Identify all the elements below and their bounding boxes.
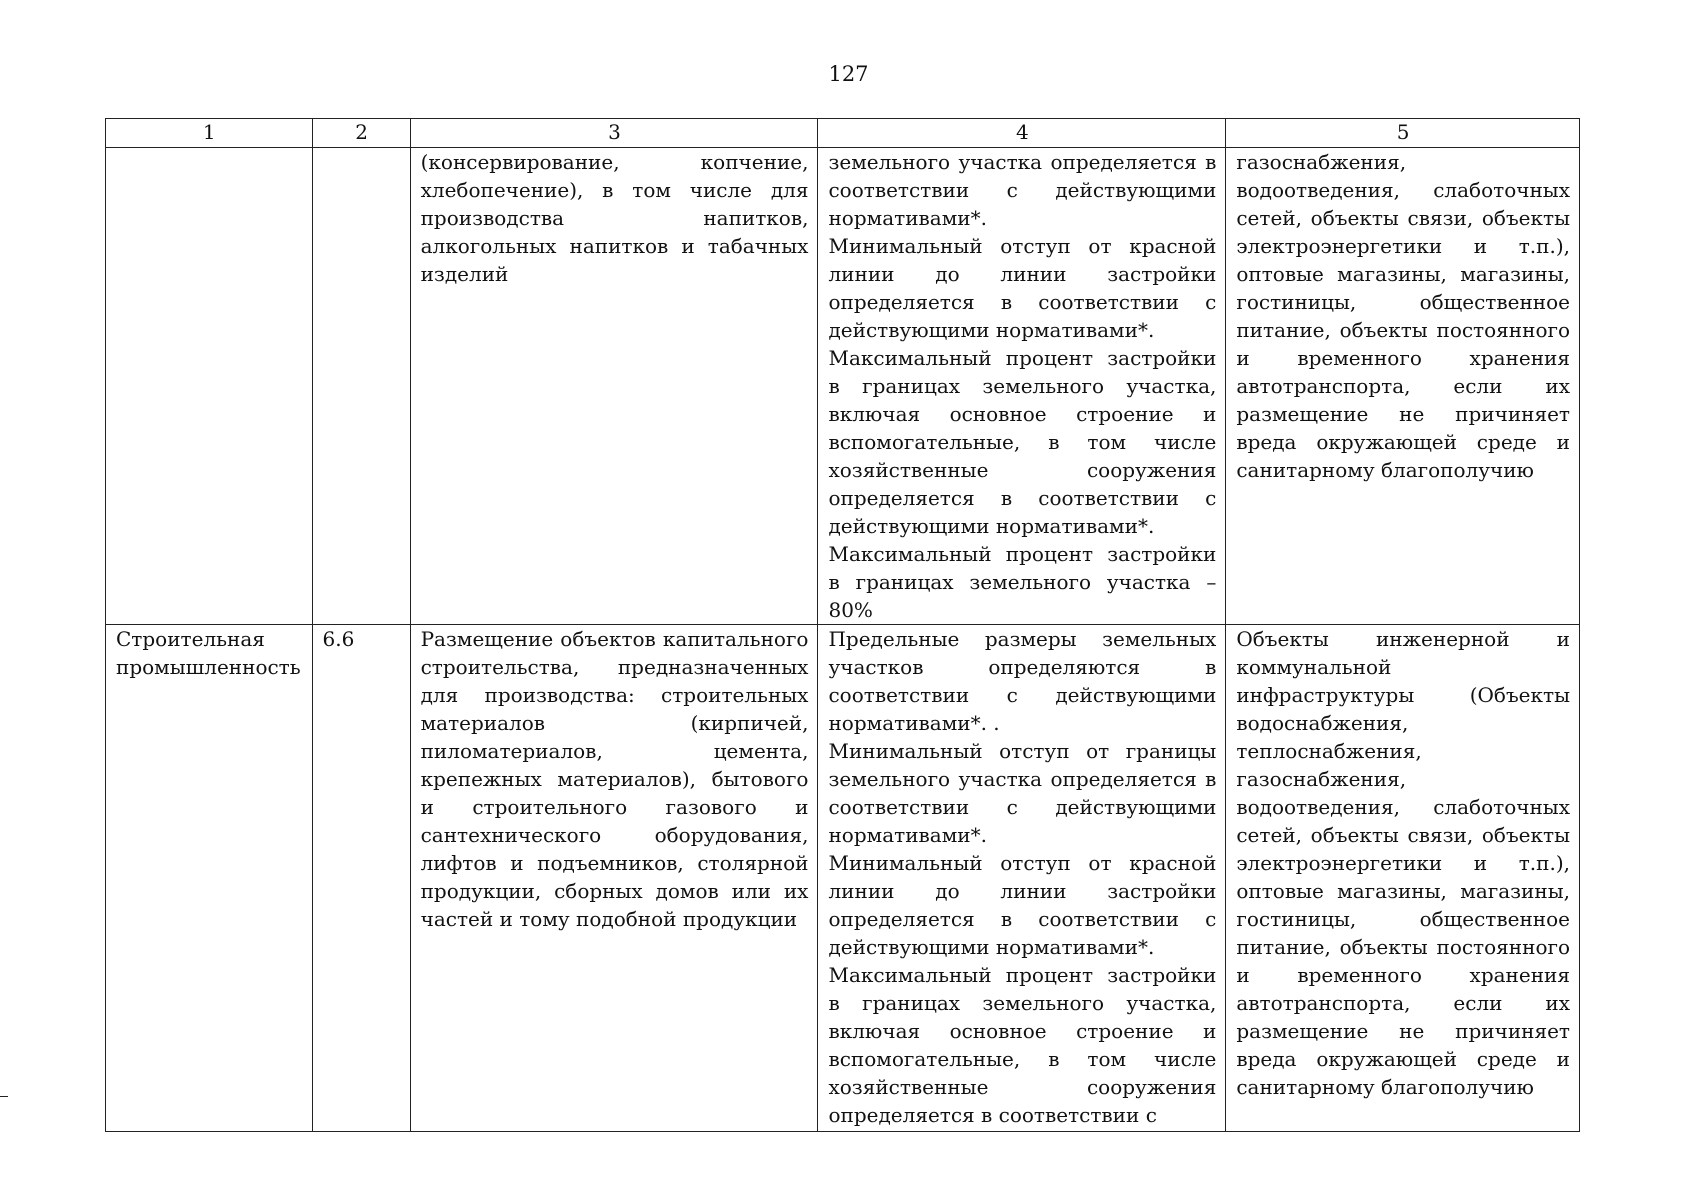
parameter-text: Минимальный отступ от красной линии до линии застройки определяется в соответствии с действующими нормативами*.	[828, 851, 1217, 959]
parameter-text: Предельные размеры земельных участков определяются в соответствии с действующими нормативами*. .	[828, 627, 1217, 735]
parameter-text: земельного участка определяется в соответствии с действующими нормативами*.	[828, 150, 1217, 230]
regulation-table	[105, 118, 1580, 1132]
parameter-text: Минимальный отступ от границы земельного участка определяется в соответствии с действующими нормативами*.	[828, 739, 1217, 847]
parameter-text: Минимальный отступ от красной линии до линии застройки определяется в соответствии с действующими нормативами*.	[828, 234, 1217, 342]
margin-tick	[0, 1096, 8, 1097]
code-cell	[312, 148, 410, 625]
header-col-5: 5	[1226, 119, 1580, 148]
code-cell: 6.6	[312, 625, 410, 1132]
description-cell: (консервирование, копчение, хлебопечение), в том числе для производства напитков, алкогольных напитков и табачных изделий	[410, 148, 818, 625]
table-row	[106, 148, 1580, 625]
parameters-cell	[818, 148, 1226, 625]
table-row	[106, 625, 1580, 1132]
use-type-cell: Строительная промышленность	[106, 625, 313, 1132]
parameter-text: Максимальный процент застройки в границах земельного участка, включая основное строение и вспомогательные, в том числе хозяйственные сооружения определяется в соответствии с действующими нормативами*.	[828, 346, 1217, 538]
header-col-2: 2	[312, 119, 410, 148]
header-row	[106, 119, 1580, 148]
description-cell: Размещение объектов капитального строительства, предназначенных для производства: строительных материалов (кирпичей, пиломатериалов, цемента, крепежных материалов), бытового и строительного газового и сантехнического оборудования, лифтов и подъемников, столярной продукции, сборных домов или их частей и тому подобной продукции	[410, 625, 818, 1132]
parameter-text: Максимальный процент застройки в границах земельного участка, включая основное строение и вспомогательные, в том числе хозяйственные сооружения определяется в соответствии с	[828, 963, 1217, 1127]
header-col-4: 4	[818, 119, 1226, 148]
use-type-cell	[106, 148, 313, 625]
page-number: 127	[828, 62, 869, 86]
parameters-cell	[818, 625, 1226, 1132]
auxiliary-uses-cell: газоснабжения, водоотведения, слаботочных сетей, объекты связи, объекты электроэнергетики и т.п.), оптовые магазины, магазины, гостиницы, общественное питание, объекты постоянного и временного хранения автотранспорта, если их размещение не причиняет вреда окружающей среде и санитарному благополучию	[1226, 148, 1580, 625]
parameter-text: Максимальный процент застройки в границах земельного участка – 80%	[828, 542, 1217, 622]
header-col-3: 3	[410, 119, 818, 148]
auxiliary-uses-cell: Объекты инженерной и коммунальной инфраструктуры (Объекты водоснабжения, теплоснабжения, газоснабжения, водоотведения, слаботочных сетей, объекты связи, объекты электроэнергетики и т.п.), оптовые магазины, магазины, гостиницы, общественное питание, объекты постоянного и временного хранения автотранспорта, если их размещение не причиняет вреда окружающей среде и санитарному благополучию	[1226, 625, 1580, 1132]
header-col-1: 1	[106, 119, 313, 148]
